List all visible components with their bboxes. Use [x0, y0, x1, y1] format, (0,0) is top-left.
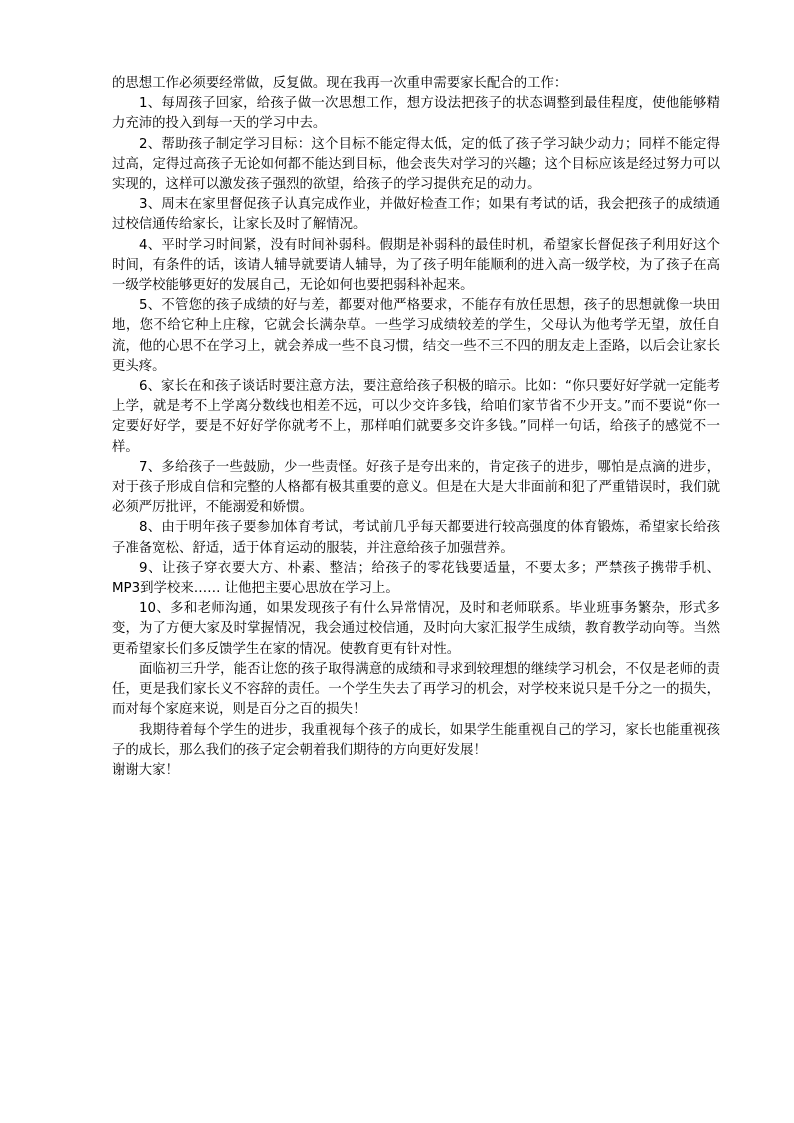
paragraph-item-6: 6、家长在和孩子谈话时要注意方法，要注意给孩子积极的暗示。比如：“你只要好好学就一定能考上学，就是考不上学离分数线也相差不远，可以少交许多钱，给咱们家节省不少开支。”而不要说“你一定要好好学，要是不好好学你就考不上，那样咱们就要多交许多钱。”同样一句话，给孩子的感觉不一样。	[112, 379, 720, 455]
paragraph-item-4: 4、平时学习时间紧，没有时间补弱科。假期是补弱科的最佳时机，希望家长督促孩子利用好这个时间，有条件的话，该请人辅导就要请人辅导，为了孩子明年能顺利的进入高一级学校，为了孩子在高一级学校能够更好的发展自己，无论如何也要把弱科补起来。	[112, 237, 720, 294]
document-page	[112, 74, 720, 781]
paragraph-item-9: 9、让孩子穿衣要大方、朴素、整洁；给孩子的零花钱要适量，不要太多；严禁孩子携带手机、MP3到学校来…… 让他把主要心思放在学习上。	[112, 560, 720, 597]
paragraph-item-8: 8、由于明年孩子要参加体育考试，考试前几乎每天都要进行较高强度的体育锻炼，希望家长给孩子准备宽松、舒适，适于体育运动的服装，并注意给孩子加强营养。	[112, 520, 720, 556]
paragraph-item-10: 10、多和老师沟通，如果发现孩子有什么异常情况，及时和老师联系。毕业班事务繁杂，形式多变，为了方便大家及时掌握情况，我会通过校信通，及时向大家汇报学生成绩，教育教学动向等。当然更希望家长们多反馈学生在家的情况。使教育更有针对性。	[112, 601, 720, 657]
paragraph-responsibility: 面临初三升学，能否让您的孩子取得满意的成绩和寻求到较理想的继续学习机会，不仅是老师的责任，更是我们家长义不容辞的责任。一个学生失去了再学习的机会，对学校来说只是千分之一的损失，而对每个家庭来说，则是百分之百的损失！	[112, 661, 720, 718]
paragraph-item-7: 7、多给孩子一些鼓励，少一些责怪。好孩子是夸出来的，肯定孩子的进步，哪怕是点滴的进步，对于孩子形成自信和完整的人格都有极其重要的意义。但是在大是大非面前和犯了严重错误时，我们就必须严厉批评，不能溺爱和娇惯。	[112, 459, 720, 516]
paragraph-item-1: 1、每周孩子回家，给孩子做一次思想工作，想方设法把孩子的状态调整到最佳程度，使他能够精力充沛的投入到每一天的学习中去。	[112, 96, 720, 132]
paragraph-item-3: 3、周末在家里督促孩子认真完成作业，并做好检查工作；如果有考试的话，我会把孩子的成绩通过校信通传给家长，让家长及时了解情况。	[112, 197, 720, 233]
paragraph-item-5: 5、不管您的孩子成绩的好与差，都要对他严格要求，不能存有放任思想，孩子的思想就像一块田地，您不给它种上庄稼，它就会长满杂草。一些学习成绩较差的学生，父母认为他考学无望，放任自流，他的心思不在学习上，就会养成一些不良习惯，结交一些不三不四的朋友走上歪路，以后会让家长更头疼。	[112, 298, 720, 374]
paragraph-expectation: 我期待着每个学生的进步，我重视每个孩子的成长，如果学生能重视自己的学习，家长也能重视孩子的成长，那么我们的孩子定会朝着我们期待的方向更好发展！	[112, 722, 720, 758]
paragraph-intro: 的思想工作必须要经常做，反复做。现在我再一次重申需要家长配合的工作：	[112, 76, 568, 91]
paragraph-thanks: 谢谢大家！	[112, 762, 179, 778]
paragraph-item-2: 2、帮助孩子制定学习目标：这个目标不能定得太低，定的低了孩子学习缺少动力；同样不能定得过高，定得过高孩子无论如何都不能达到目标，他会丧失对学习的兴趣；这个目标应该是经过努力可以实现的，这样可以激发孩子强烈的欲望，给孩子的学习提供充足的动力。	[112, 136, 720, 193]
